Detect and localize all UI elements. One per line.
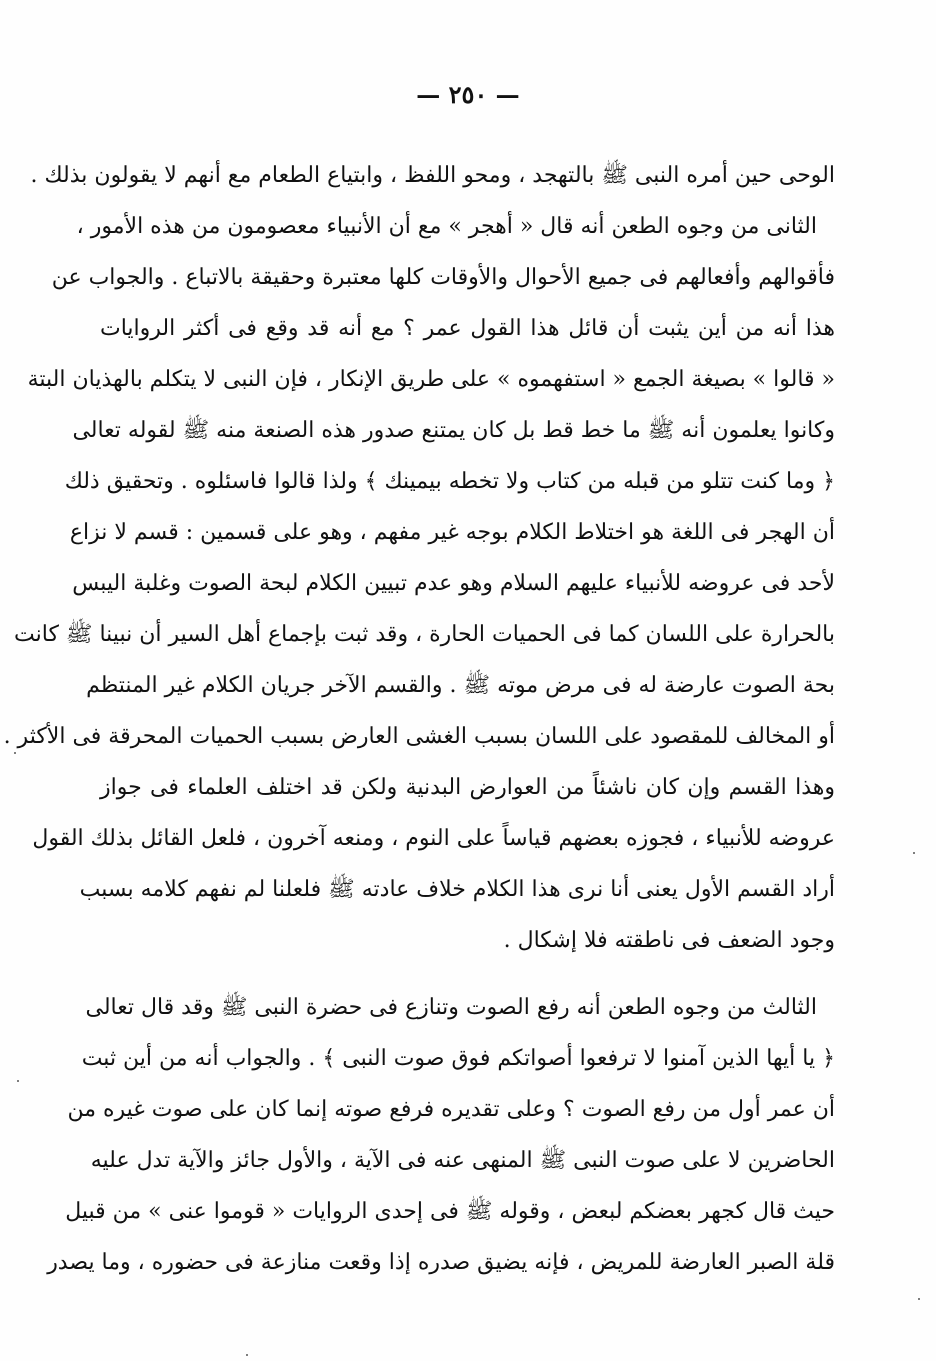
text-line: « قالوا » بصيغة الجمع « استفهموه » على طريق الإنكار ، فإن النبى لا يتكلم بالهذيان البتة (27, 367, 835, 392)
text-line: الثالث من وجوه الطعن أنه رفع الصوت وتنازع فى حضرة النبى ﷺ وقد قال تعالى (85, 995, 817, 1020)
text-line: حيث قال كجهر بعضكم لبعض ، وقوله ﷺ فى إحدى الروايات « قوموا عنى » من قبيل (65, 1199, 835, 1224)
text-line: عروضه للأنبياء ، فجوزه بعضهم قياساً على النوم ، ومنعه آخرون ، فلعل القائل بذلك القول (32, 826, 835, 851)
text-line: أن الهجر فى اللغة هو اختلاط الكلام بوجه غير مفهم ، وهو على قسمين : قسم لا نزاع (69, 520, 835, 545)
scan-speck (246, 1354, 248, 1356)
text-line: وجود الضعف فى ناطقته فلا إشكال . (503, 928, 835, 953)
text-line: قلة الصبر العارضة للمريض ، فإنه يضيق صدره إذا وقعت منازعة فى حضوره ، وما يصدر (47, 1250, 835, 1275)
text-line: لأحد فى عروضه للأنبياء عليهم السلام وهو عدم تبيين الكلام لبحة الصوت وغلبة اليبس (72, 571, 835, 596)
text-line: الوحى حين أمره النبى ﷺ بالتهجد ، ومحو اللفظ ، وابتياع الطعام مع أنهم لا يقولون بذلك . (30, 163, 835, 188)
paragraph-3 (47, 982, 835, 1288)
body-text (3, 150, 835, 1288)
text-line: الحاضرين لا على صوت النبى ﷺ المنهى عنه فى الآية ، والأول جائز والآية تدل عليه (90, 1148, 835, 1173)
page-number: — ٢٥٠ — (416, 80, 520, 109)
text-line: وهذا القسم وإن كان ناشئاً من العوارض البدنية ولكن قد اختلف العلماء فى جواز (100, 775, 835, 800)
text-line: بالحرارة على اللسان كما فى الحميات الحارة ، وقد ثبت بإجماع أهل السير أن نبينا ﷺ كانت (14, 622, 835, 647)
scan-speck (918, 1298, 920, 1300)
text-line: الثانى من وجوه الطعن أنه قال « أهجر » مع أن الأنبياء معصومون من هذه الأمور ، (76, 214, 817, 239)
text-line: فأقوالهم وأفعالهم فى جميع الأحوال والأوقات كلها معتبرة وحقيقة بالاتباع . والجواب عن (51, 265, 835, 290)
scan-speck (14, 752, 16, 754)
text-line: أراد القسم الأول يعنى أنا نرى هذا الكلام خلاف عادته ﷺ فلعلنا لم نفهم كلامه بسبب (79, 877, 835, 902)
scan-speck (17, 1080, 19, 1082)
text-line: وكانوا يعلمون أنه ﷺ ما خط قط بل كان يمتنع صدور هذه الصنعة منه ﷺ لقوله تعالى (72, 418, 835, 443)
text-line: بحة الصوت عارضة له فى مرض موته ﷺ . والقسم الآخر جريان الكلام غير المنتظم (86, 673, 835, 698)
text-line: ﴿ وما كنت تتلو من قبله من كتاب ولا تخطه بيمينك ﴾ ولذا قالوا فاسئلوه . وتحقيق ذلك (64, 469, 835, 494)
text-line: هذا أنه من أين يثبت أن قائل هذا القول عمر ؟ مع أنه قد وقع فى أكثر الروايات (100, 316, 835, 341)
scan-speck (913, 852, 915, 854)
paragraph-gap (100, 966, 835, 982)
text-line: ﴿ يا أيها الذين آمنوا لا ترفعوا أصواتكم فوق صوت النبى ﴾ . والجواب أنه من أين ثبت (81, 1046, 835, 1071)
text-line: أو المخالف للمقصود على اللسان بسبب الغشى العارض بسبب الحميات المحرقة فى الأكثر . (3, 724, 835, 749)
text-line: أن عمر أول من رفع الصوت ؟ وعلى تقديره فرفع صوته إنما كان على صوت غيره من (67, 1097, 835, 1122)
paragraph-1 (30, 150, 835, 201)
paragraph-2 (3, 201, 835, 966)
